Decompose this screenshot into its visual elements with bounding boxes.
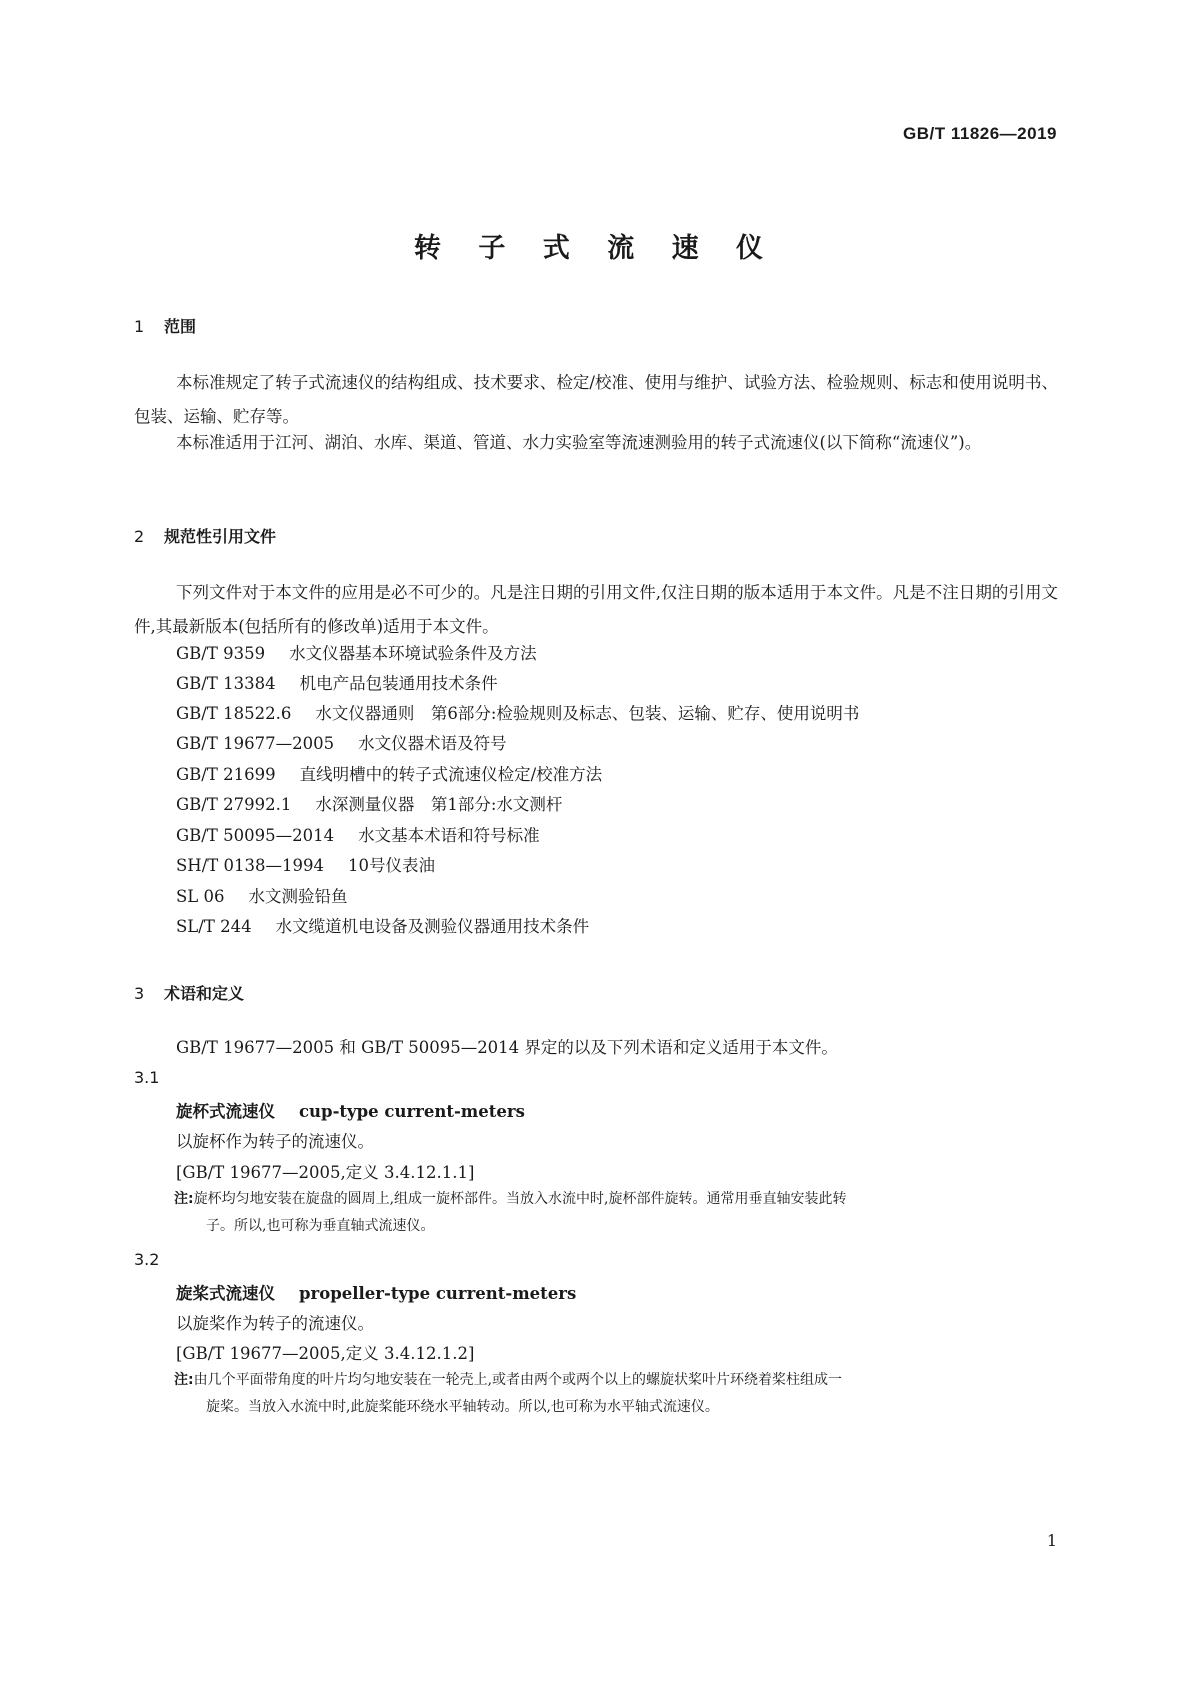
reference-code: SL/T 244 — [176, 917, 252, 936]
clause-number: 3.1 — [134, 1068, 160, 1087]
reference-code: GB/T 9359 — [176, 644, 266, 663]
reference-title: 水文仪器基本环境试验条件及方法 — [289, 644, 537, 663]
reference-title: 直线明槽中的转子式流速仪检定/校准方法 — [299, 765, 603, 784]
term-note — [174, 1367, 1058, 1421]
term-note — [174, 1186, 1058, 1240]
reference-title: 10号仪表油 — [347, 856, 435, 875]
reference-item — [176, 638, 537, 670]
term-title — [176, 1098, 525, 1122]
note-text-line-2: 旋桨。当放入水流中时,此旋桨能环绕水平轴转动。所以,也可称为水平轴式流速仪。 — [206, 1399, 719, 1415]
reference-title: 水文缆道机电设备及测验仪器通用技术条件 — [275, 917, 590, 936]
reference-title: 水文仪器通则 第6部分:检验规则及标志、包装、运输、贮存、使用说明书 — [315, 704, 860, 723]
reference-code: GB/T 13384 — [176, 674, 276, 693]
reference-code: SH/T 0138—1994 — [176, 856, 324, 875]
section-title: 范围 — [164, 317, 197, 336]
reference-code: GB/T 19677—2005 — [176, 734, 335, 753]
reference-item — [176, 728, 507, 760]
term-source: [GB/T 19677—2005,定义 3.4.12.1.1] — [176, 1163, 475, 1182]
section-number: 1 — [134, 317, 145, 336]
document-title: 转 子 式 流 速 仪 — [414, 233, 777, 264]
reference-item — [176, 668, 498, 700]
note-text-line-1: 旋杯均匀地安装在旋盘的圆周上,组成一旋杯部件。当放入水流中时,旋杯部件旋转。通常用垂直轴安装此转 — [193, 1191, 847, 1207]
term-name-zh: 旋桨式流速仪 — [176, 1284, 275, 1303]
term-name-en: propeller-type current-meters — [299, 1284, 577, 1303]
reference-title: 水文测验铅鱼 — [248, 887, 348, 906]
term-definition: 以旋桨作为转子的流速仪。 — [176, 1314, 374, 1333]
term-title — [176, 1280, 576, 1304]
section-1-heading — [134, 314, 196, 337]
reference-code: GB/T 18522.6 — [176, 704, 292, 723]
note-text-line-2: 子。所以,也可称为垂直轴式流速仪。 — [206, 1218, 435, 1234]
reference-title: 水文仪器术语及符号 — [358, 734, 507, 753]
scope-paragraph-2: 本标准适用于江河、湖泊、水库、渠道、管道、水力实验室等流速测验用的转子式流速仪(以下简称“流速仪”)。 — [176, 433, 982, 452]
section-3-heading — [134, 981, 244, 1004]
reference-item — [176, 820, 540, 852]
term-definition: 以旋杯作为转子的流速仪。 — [176, 1132, 374, 1151]
term-name-en: cup-type current-meters — [299, 1102, 525, 1121]
reference-item — [176, 850, 435, 882]
standard-number: GB/T 11826—2019 — [903, 124, 1057, 143]
reference-title: 水深测量仪器 第1部分:水文测杆 — [315, 795, 563, 814]
section-number: 2 — [134, 527, 145, 546]
reference-code: SL 06 — [176, 887, 225, 906]
note-label: 注: — [174, 1372, 194, 1388]
section-2-heading — [134, 524, 276, 547]
reference-title: 水文基本术语和符号标准 — [358, 826, 540, 845]
reference-code: GB/T 50095—2014 — [176, 826, 335, 845]
term-source: [GB/T 19677—2005,定义 3.4.12.1.2] — [176, 1344, 475, 1363]
reference-item — [176, 698, 859, 730]
reference-item — [176, 759, 602, 791]
scope-paragraph-1: 本标准规定了转子式流速仪的结构组成、技术要求、检定/校准、使用与维护、试验方法、检验规则、标志和使用说明书、包装、运输、贮存等。 — [134, 373, 1058, 426]
reference-title: 机电产品包装通用技术条件 — [299, 674, 498, 693]
reference-item — [176, 881, 348, 913]
terms-intro: GB/T 19677—2005 和 GB/T 50095—2014 界定的以及下列术语和定义适用于本文件。 — [176, 1038, 838, 1057]
reference-code: GB/T 21699 — [176, 765, 276, 784]
reference-item — [176, 789, 562, 821]
normative-references-intro: 下列文件对于本文件的应用是必不可少的。凡是注日期的引用文件,仅注日期的版本适用于本文件。凡是不注日期的引用文件,其最新版本(包括所有的修改单)适用于本文件。 — [134, 583, 1058, 636]
reference-item — [176, 911, 589, 943]
note-label: 注: — [174, 1191, 194, 1207]
section-title: 术语和定义 — [164, 984, 245, 1003]
section-title: 规范性引用文件 — [164, 527, 277, 546]
page-number: 1 — [1046, 1531, 1057, 1550]
note-text-line-1: 由几个平面带角度的叶片均匀地安装在一轮壳上,或者由两个或两个以上的螺旋状桨叶片环绕着桨柱组成一 — [193, 1372, 843, 1388]
clause-number: 3.2 — [134, 1250, 160, 1269]
reference-code: GB/T 27992.1 — [176, 795, 292, 814]
term-name-zh: 旋杯式流速仪 — [176, 1102, 275, 1121]
section-number: 3 — [134, 984, 145, 1003]
